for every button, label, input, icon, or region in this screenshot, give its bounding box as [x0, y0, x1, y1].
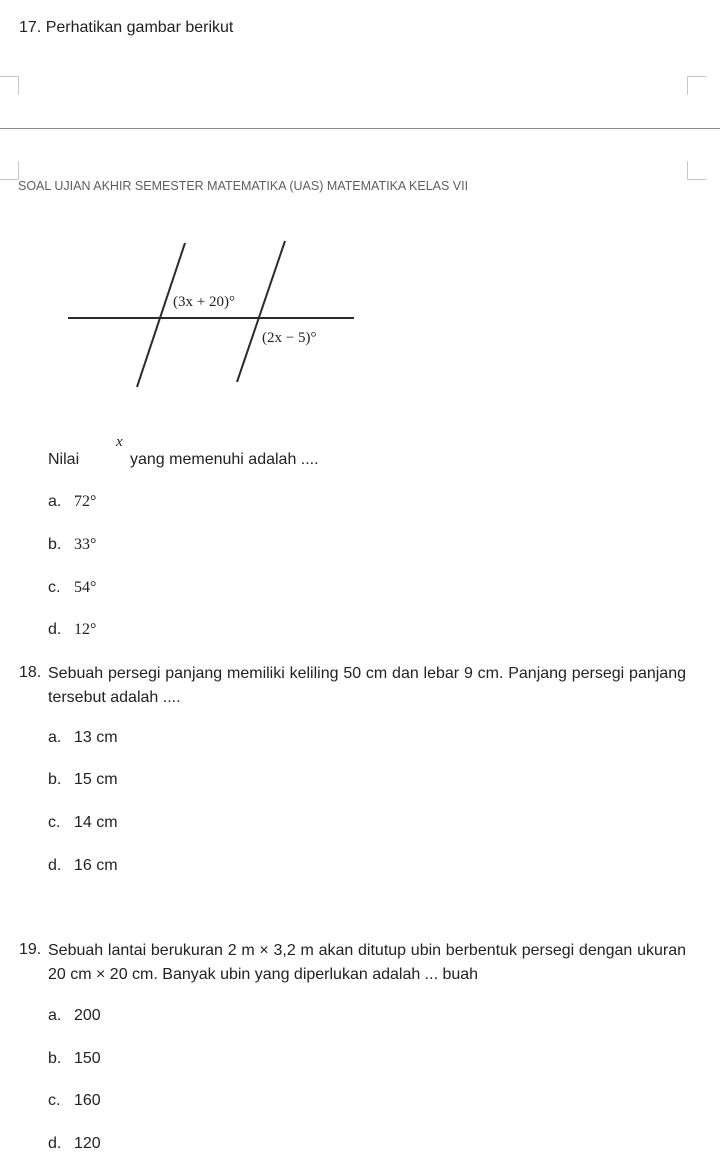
- angle-label-top: (3x + 20)°: [173, 294, 235, 310]
- q17-option-c-letter: c.: [48, 579, 61, 596]
- parallel-line-left: [137, 243, 185, 387]
- q18-option-a[interactable]: 13 cm: [74, 729, 118, 746]
- angle-label-bottom: (2x − 5)°: [262, 330, 317, 346]
- question-19-number: 19.: [19, 941, 42, 958]
- exam-header-banner: SOAL UJIAN AKHIR SEMESTER MATEMATIKA (UAS) MATEMATIKA KELAS VII: [18, 179, 469, 193]
- q19-option-a[interactable]: 200: [74, 1007, 101, 1024]
- q17-option-b-letter: b.: [48, 536, 62, 553]
- parallel-lines-figure: [60, 235, 360, 395]
- q18-option-d[interactable]: 16 cm: [74, 857, 118, 874]
- crop-mark-bottom-left: [0, 161, 19, 180]
- q19-option-b-letter: b.: [48, 1050, 62, 1067]
- q18-option-c-letter: c.: [48, 814, 61, 831]
- parallel-line-right: [237, 241, 285, 382]
- q17-option-a-letter: a.: [48, 493, 62, 510]
- horizontal-divider: [0, 128, 720, 129]
- q18-option-d-letter: d.: [48, 857, 62, 874]
- question-18-number: 18.: [19, 664, 42, 681]
- q18-option-b-letter: b.: [48, 771, 62, 788]
- question-19-text: Sebuah lantai berukuran 2 m × 3,2 m akan ditutup ubin berbentuk persegi dengan ukuran 20 cm × 20 cm. Banyak ubin yang diperlukan adalah ... buah: [48, 942, 686, 983]
- question-17-prompt-after: yang memenuhi adalah ....: [130, 451, 319, 468]
- q18-option-a-letter: a.: [48, 729, 62, 746]
- q17-option-d[interactable]: 12°: [74, 621, 97, 638]
- question-18-text: Sebuah persegi panjang memiliki keliling 50 cm dan lebar 9 cm. Panjang persegi panjang tersebut adalah ....: [48, 665, 686, 706]
- question-17-prompt-before: Nilai: [48, 451, 80, 468]
- question-17-title: Perhatikan gambar berikut: [45, 19, 234, 36]
- crop-mark-bottom-right: [687, 161, 706, 180]
- q19-option-d[interactable]: 120: [74, 1135, 101, 1152]
- question-17-heading: [19, 19, 233, 37]
- question-17-number: 17.: [19, 19, 42, 36]
- q19-option-a-letter: a.: [48, 1007, 62, 1024]
- crop-mark-top-right: [687, 76, 706, 95]
- q18-option-c[interactable]: 14 cm: [74, 814, 118, 831]
- q17-option-b[interactable]: 33°: [74, 536, 97, 553]
- q19-option-c[interactable]: 160: [74, 1092, 101, 1109]
- question-17-variable: x: [116, 434, 123, 450]
- q17-option-a[interactable]: 72°: [74, 493, 97, 510]
- crop-mark-top-left: [0, 76, 19, 95]
- q17-option-d-letter: d.: [48, 621, 62, 638]
- q19-option-c-letter: c.: [48, 1092, 61, 1109]
- q19-option-d-letter: d.: [48, 1135, 62, 1152]
- q19-option-b[interactable]: 150: [74, 1050, 101, 1067]
- q17-option-c[interactable]: 54°: [74, 579, 97, 596]
- q18-option-b[interactable]: 15 cm: [74, 771, 118, 788]
